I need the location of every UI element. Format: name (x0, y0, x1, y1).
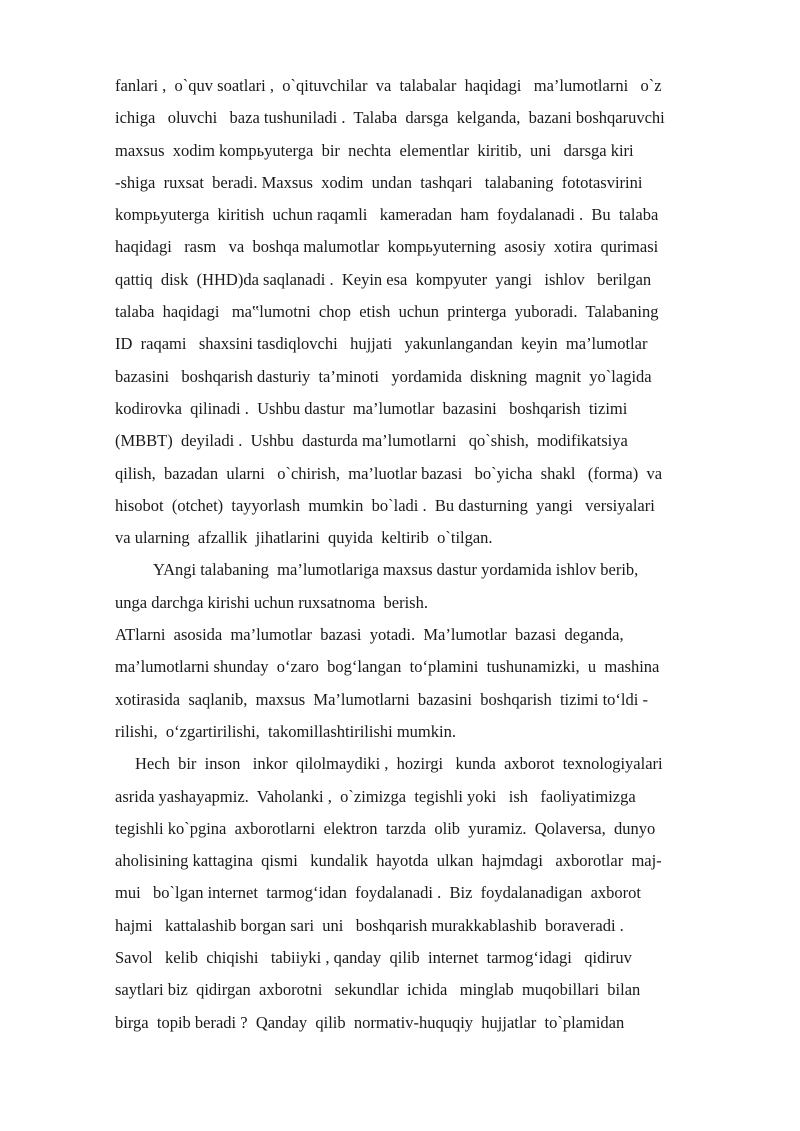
text-line: unga darchga kirishi uchun ruxsatnoma berish. (115, 592, 428, 612)
text-line: bazasini boshqarish dasturiy ta’minoti yordamida diskning magnit yo`lagida (115, 366, 652, 386)
text-line: hajmi kattalashib borgan sari uni boshqarish murakkablashib boraveradi . (115, 915, 624, 935)
text-line: Savol kelib chiqishi tabiiyki , qanday qilib internet tarmog‘idagi qidiruv (115, 948, 632, 968)
text-line: aholisining kattagina qismi kundalik hayotda ulkan hajmdagi axborotlar maj- (115, 851, 662, 871)
paragraph-first-line: YAngi talabaning ma’lumotlariga maxsus dastur yordamida ishlov berib, (153, 560, 639, 580)
paragraph-first-line: ATlarni asosida ma’lumotlar bazasi yotadi. Ma’lumotlar bazasi deganda, (115, 625, 624, 645)
text-line: kompьyuterga kiritish uchun raqamli kameradan ham foydalanadi . Bu talaba (115, 205, 659, 225)
text-line: asrida yashayapmiz. Vaholanki , o`zimizga tegishli yoki ish faoliyatimizga (115, 786, 636, 806)
text-line: -shiga ruxsat beradi. Maxsus xodim undan tashqari talabaning fototasvirini (115, 172, 643, 192)
text-line: fanlari , o`quv soatlari , o`qituvchilar va talabalar haqidagi ma’lumotlarni o`z (115, 76, 662, 95)
text-line: ma’lumotlarni shunday o‘zaro bog‘langan to‘plamini tushunamizki, u mashina (115, 657, 660, 677)
text-line: maxsus xodim kompьyuterga bir nechta elementlar kiritib, uni darsga kiri (115, 140, 634, 160)
text-line: talaba haqidagi ma‟lumotni chop etish uchun printerga yuboradi. Talabaning (115, 302, 659, 322)
body-text (115, 70, 755, 1039)
text-line: (MBBT) deyiladi . Ushbu dasturda ma’lumotlarni qo`shish, modifikatsiya (115, 431, 628, 451)
text-line: xotirasida saqlanib, maxsus Ma’lumotlarni bazasini boshqarish tizimi to‘ldi - (115, 689, 648, 709)
text-line: ichiga oluvchi baza tushuniladi . Talaba darsga kelganda, bazani boshqaruvchi (115, 108, 665, 128)
text-line: mui bo`lgan internet tarmog‘idan foydalanadi . Biz foydalanadigan axborot (115, 883, 642, 903)
text-line: saytlari biz qidirgan axborotni sekundlar ichida minglab muqobillari bilan (115, 980, 641, 1000)
text-line: rilishi, o‘zgartirilishi, takomillashtirilishi mumkin. (115, 721, 456, 741)
text-line: hisobot (otchet) tayyorlash mumkin bo`ladi . Bu dasturning yangi versiyalari (115, 495, 655, 515)
text-line: va ularning afzallik jihatlarini quyida keltirib o`tilgan. (115, 528, 493, 548)
paragraph-first-line: Hech bir inson inkor qilolmaydiki , hozirgi kunda axborot texnologiyalari (135, 754, 663, 774)
text-line: birga topib beradi ? Qanday qilib normativ-huquqiy hujjatlar to`plamidan (115, 1012, 625, 1032)
text-line: tegishli ko`pgina axborotlarni elektron tarzda olib yuramiz. Qolaversa, dunyo (115, 818, 656, 838)
text-line: haqidagi rasm va boshqa malumotlar kompьyuterning asosiy xotira qurimasi (115, 237, 659, 257)
text-line: qattiq disk (HHD)da saqlanadi . Keyin esa kompyuter yangi ishlov berilgan (115, 269, 652, 289)
text-line: ID raqami shaxsini tasdiqlovchi hujjati yakunlangandan keyin ma’lumotlar (115, 334, 648, 354)
text-line: qilish, bazadan ularni o`chirish, ma’luotlar bazasi bo`yicha shakl (forma) va (115, 463, 663, 483)
text-line: kodirovka qilinadi . Ushbu dastur ma’lumotlar bazasini boshqarish tizimi (115, 398, 628, 418)
